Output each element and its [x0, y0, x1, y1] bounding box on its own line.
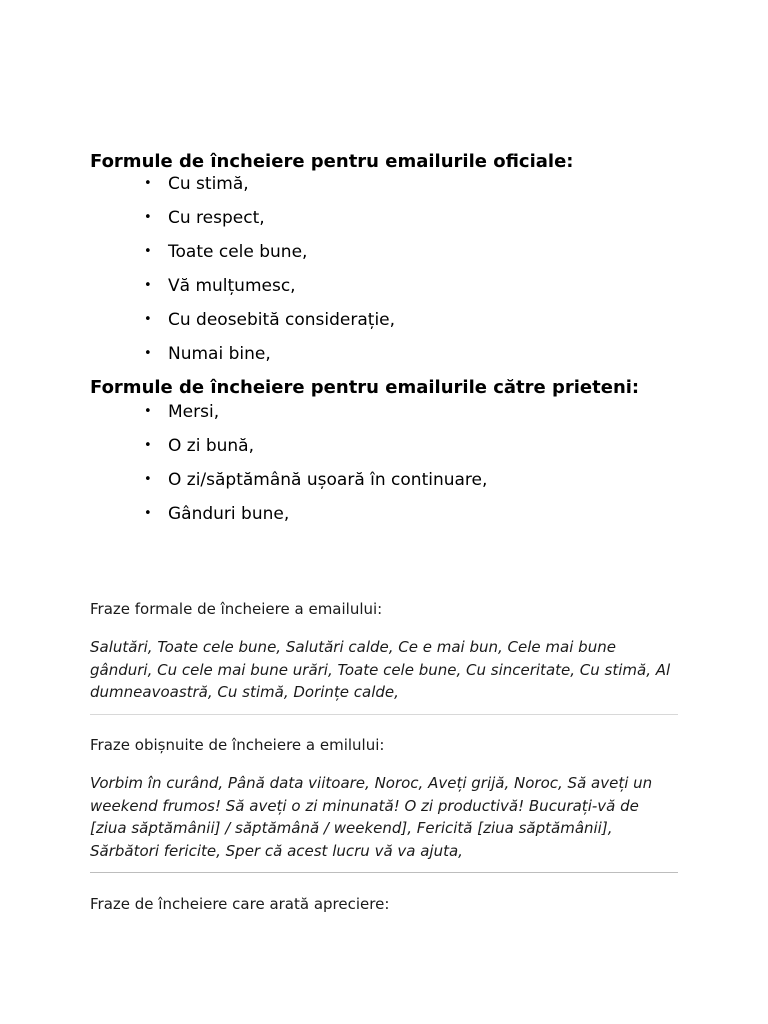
bullet-icon: •: [144, 210, 152, 225]
section-divider: [90, 872, 678, 873]
section-divider: [90, 714, 678, 715]
bullet-icon: •: [144, 244, 152, 259]
list-item-text: Mersi,: [168, 402, 220, 422]
bullet-icon: •: [144, 176, 152, 191]
list-item-text: Numai bine,: [168, 344, 271, 364]
common-phrases-label: Fraze obișnuite de încheiere a emilului:: [90, 736, 385, 754]
common-phrases-text: Vorbim în curând, Până data viitoare, Noroc, Aveți grijă, Noroc, Să aveți un weekend frumos! Să aveți o zi minunată! O zi productivă! Bucurați-vă de [ziua săptămânii] / săptămână / weekend], Fericită [ziua săptămânii], Sărbători fericite, Sper că acest lucru vă va ajuta,: [90, 774, 653, 860]
list-item-text: Cu deosebită considerație,: [168, 310, 396, 330]
list-item-text: Cu stimă,: [168, 174, 249, 194]
formal-phrases-text: Salutări, Toate cele bune, Salutări calde, Ce e mai bun, Cele mai bune gânduri, Cu cele mai bune urări, Toate cele bune, Cu sinceritate, Cu stimă, Al dumneavoastră, Cu stimă, Dorințe calde,: [90, 638, 671, 701]
bullet-icon: •: [144, 278, 152, 293]
formal-phrases-label: Fraze formale de încheiere a emailului:: [90, 600, 383, 618]
bullet-icon: •: [144, 438, 152, 453]
bullet-icon: •: [144, 472, 152, 487]
bullet-icon: •: [144, 346, 152, 361]
friends-closings-heading: Formule de încheiere pentru emailurile către prieteni:: [90, 377, 640, 398]
list-item-text: Vă mulțumesc,: [168, 276, 296, 296]
list-item-text: Cu respect,: [168, 208, 265, 228]
official-closings-heading: Formule de încheiere pentru emailurile oficiale:: [90, 151, 574, 172]
list-item-text: Gânduri bune,: [168, 504, 290, 524]
bullet-icon: •: [144, 404, 152, 419]
appreciation-phrases-label: Fraze de încheiere care arată apreciere:: [90, 895, 390, 913]
list-item-text: O zi bună,: [168, 436, 254, 456]
bullet-icon: •: [144, 506, 152, 521]
list-item-text: O zi/săptămână ușoară în continuare,: [168, 470, 488, 490]
list-item-text: Toate cele bune,: [168, 242, 308, 262]
bullet-icon: •: [144, 312, 152, 327]
